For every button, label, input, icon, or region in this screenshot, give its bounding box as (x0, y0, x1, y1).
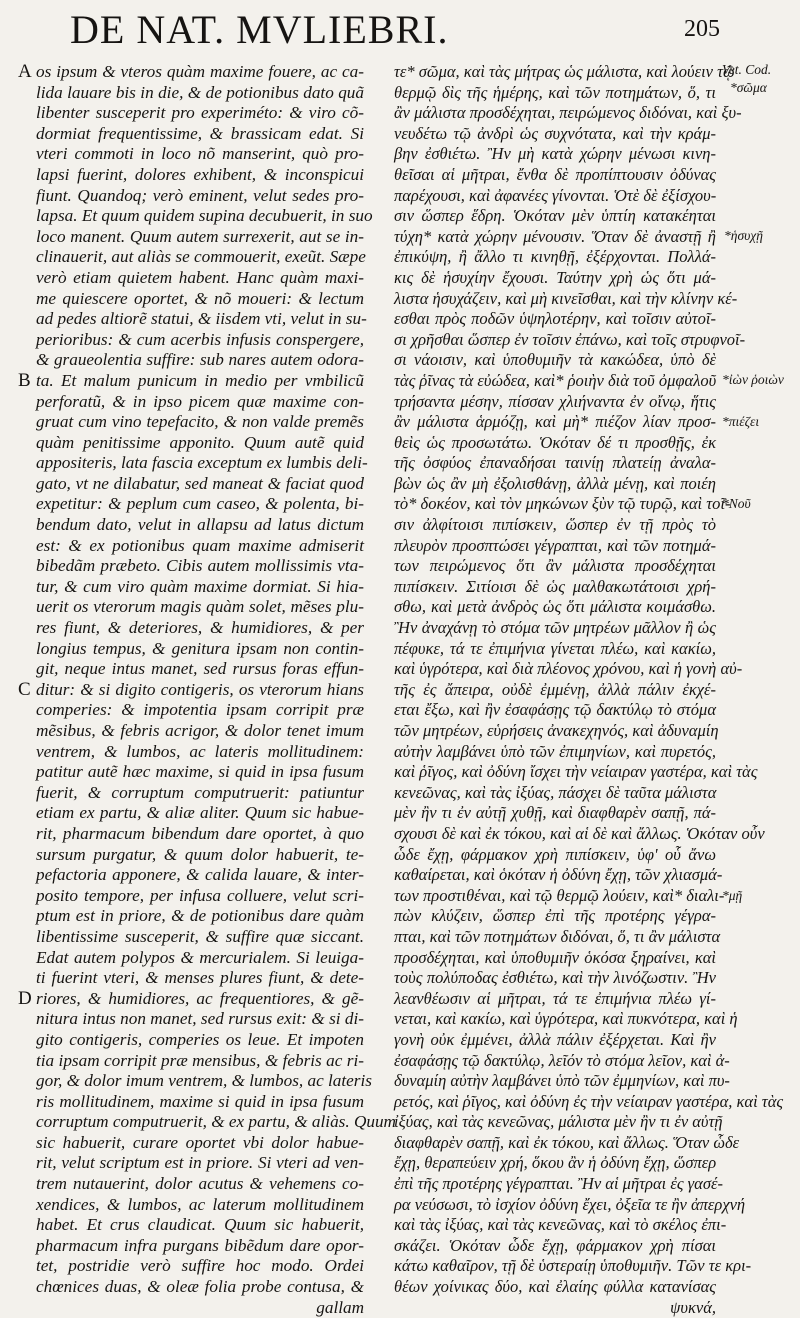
latin-text-line: lapsi fuerint, dolores exhibent, & inconspicui (36, 164, 364, 184)
latin-text-line: etiam ex partu, & aliæ aliter. Quum sic habue- (36, 803, 364, 823)
latin-text-line: & graueolentia suffire: sub nares autem odora- (36, 350, 364, 370)
latin-text-line: res fiunt, & deteriores, & humidiores, & per (36, 618, 364, 638)
greek-text-line: κενεῶνας, καὶ τὰς ἰξύας, πάσχει δὲ ταῦτα μάλιστα (394, 782, 717, 802)
latin-text-line: rit, velut scriptum est in priore. Si vteri ad ven- (36, 1153, 364, 1173)
greek-text-line: πὼν κλύζειν, ὥσπερ ἐπὶ τῆς προτέρης γέγρα- (394, 906, 716, 926)
greek-text-line: σι νάοισιν, καὶ ὑποθυμιῆν τὰ κακώδεα, ὑπὸ δὲ (394, 350, 716, 370)
greek-text-line: Ἢν ἀναχάνῃ τὸ στόμα τῶν μητρέων μᾶλλον ἢ ὡς (394, 618, 716, 638)
greek-text-line: δυναμίη αὐτὴν λαμβάνει ὑπὸ τῶν ἐμμηνίων, καὶ πυ- (394, 1071, 730, 1091)
latin-text-line: mẽsibus, & febris acrigor, & dolor tenet imum (36, 721, 364, 740)
latin-text-line: gor, & dolor imum ventrem, & lumbos, ac lateris (36, 1071, 372, 1091)
greek-text-line: μὲν ἢν τι ἐν αὐτῇ χυθῇ, καὶ διαφθαρὲν σαπῇ, πά- (394, 803, 716, 823)
latin-text-line: riores, & humidiores, ac frequentiores, & gẽ- (36, 988, 364, 1008)
latin-text-line: comperies: & impotentia ipsam corripit præ (36, 700, 364, 720)
latin-text-line: ti fuerint vteri, & menses plures fiunt, & dete- (36, 968, 364, 988)
latin-text-line: vteri commoti in loco nõ manserint, quò pro- (36, 144, 364, 164)
greek-text-line: καὶ τὰς ἰξύας, καὶ τὰς κενεῶνας, καὶ τὸ σκέλος ἐπι- (394, 1215, 727, 1235)
greek-text-line: των προστιθέναι, καὶ τῷ θερμῷ λούειν, καὶ* διαλι- (394, 885, 725, 905)
greek-text-line: τῆς ἐς ἄπειρα, οὐδὲ ἐμμένῃ, ἀλλὰ πάλιν ἐκχέ- (394, 679, 716, 699)
latin-text-line: patitur autẽ hæc maxime, si quid in ipsa fusum (36, 762, 364, 782)
latin-text-line: libentissime susceperit, & suffire quæ siccant. (36, 926, 364, 946)
greek-text-line: ἐπικύψη, ἢ ἄλλο τι κινηθῇ, ἐξέρχονται. Πολλά- (394, 247, 716, 267)
greek-text-line: ρετός, καὶ ῥῖγος, καὶ ὀδύνη ἐς τὴν νείαιραν γαστέρα, καὶ τὰς (394, 1091, 784, 1111)
greek-text-line: σιν ἀλφίτοισι πιπίσκειν, ὥσπερ ἐν τῇ πρὸς τὸ (394, 515, 716, 535)
greek-text-line: τύχη* κατὰ χώρην μένουσιν. Ὅταν δὲ ἀναστῇ ἢ (394, 226, 716, 246)
greek-text-line: ἐπὶ τῆς προτέρης γέγραπται. Ἢν αἱ μῆτραι ἐς γασέ- (394, 1174, 723, 1194)
greek-text-line: σθω, καὶ μετὰ ἀνδρὸς ὡς ὅτι μάλιστα κοιμάσθω. (394, 597, 716, 617)
greek-text-line: θερμῷ δὶς τῆς ἡμέρης, καὶ τῶν ποτημάτων, ὅ, τι (394, 82, 716, 102)
latin-text-line: dormiat frequentissime, & brassicam edat. Si (36, 123, 364, 143)
latin-text-line: posito tempore, per infusa colluere, velut scri- (36, 885, 364, 905)
greek-text-line: τὸ* δοκέον, καὶ τὸν μηκώνων ξὺν τῷ τυρῷ, καὶ τοῖ- (394, 494, 731, 514)
page-number: 205 (684, 16, 720, 42)
margin-letter-b: B (18, 370, 31, 391)
greek-text-line: σκάζει. Ὁκόταν ὧδε ἔχῃ, φάρμακον χρὴ πίσαι (394, 1235, 716, 1255)
latin-text-line: corruptum computruerit, & ex partu, & aliàs. Quum (36, 1112, 396, 1132)
greek-text-line: εται ἔξω, καὶ ἢν ἐσαφάσῃς τῷ δακτύλῳ τὸ στόμα (394, 700, 716, 720)
latin-text-line: appositeris, lata fascia exceptum ex lumbis deli- (36, 453, 368, 473)
latin-text-line: trem nutauerint, dolor acutus & vehemens co- (36, 1174, 364, 1194)
greek-text-line: πέφυκε, τά τε ἐπιμήνια γίνεται πλέω, καὶ κακίω, (394, 638, 716, 658)
greek-text-line: πται, καὶ τῶν ποτημάτων διδόναι, ὅ, τι ἂν μάλιστα (394, 926, 721, 946)
latin-text-line: gito contigeris, comperies os leue. Et impoten (36, 1029, 364, 1049)
greek-text-line: τῆς ὀσφύος ἐπαναδήσαι ταινίῃ πλατείῃ ἀναλα- (394, 453, 716, 473)
greek-text-line: προσδέχηται, καὶ ὑποθυμιῆν ὁκόσα ξηραίνει, καὶ (394, 947, 716, 967)
latin-text-line: bibedãm præbeto. Cibis autem mollissimis vta- (36, 556, 364, 576)
greek-text-line: ὧδε ἔχῃ, φάρμακον χρὴ πιπίσκειν, ὑφ' οὗ ἄνω (394, 844, 716, 864)
greek-text-line: πιπίσκειν. Σιτίοισι δὲ ὡς μαλθακωτάτοισι χρή- (394, 576, 716, 596)
latin-text-line: ditur: & si digito contigeris, os vterorum hians (36, 679, 364, 699)
latin-text-line: perforatũ, & in ipso picem quæ maxime con- (36, 391, 364, 411)
latin-text-line: me quiescere oportet, & nõ moueri: & lectum (36, 288, 364, 308)
greek-text-line: πλευρὸν προσπτώσει γέγραπται, καὶ τῶν ποτημά- (394, 535, 716, 555)
latin-text-line: libenter susceperit pro experiméto: & viro cõ- (36, 103, 364, 123)
latin-text-line: sic habuerit, curare oportet vbi dolor habue- (36, 1132, 364, 1152)
latin-text-line: rit, pharmacum bibendum dare oportet, à quo (36, 823, 364, 843)
latin-text-line: habet. Et crus claudicat. Quum sic habuerit, (36, 1215, 364, 1235)
latin-text-line: gruat cum vino tepefacito, & non valde premẽs (36, 412, 364, 432)
latin-text-line: longius tempus, & genitura ipsam non contin- (36, 638, 364, 658)
latin-text-line: perioribus: & cum acerbis infusis conspergere, (36, 329, 364, 349)
greek-text-line: καὶ ῥῖγος, καὶ ὀδύνη ἴσχει τὴν νείαιραν γαστέρα, καὶ τὰς (394, 762, 758, 782)
margin-letter-a: A (18, 61, 32, 82)
latin-text-line: est: & ex potionibus quam maxime admiserit (36, 535, 364, 555)
latin-text-line: gallam (316, 1297, 364, 1317)
latin-text-line: Edat autem polypos & mercurialem. Si leuiga- (36, 947, 364, 967)
greek-text-line: τὰς ῥῖνας τὰ εὐώδεα, καὶ* ῥοιὴν διὰ τοῦ ὀμφαλοῦ (394, 370, 717, 390)
greek-text-line: ἔχῃ, θεραπεύειν χρή, ὅκου ἂν ἡ ὀδύνη ἔχῃ, ὥσπερ (394, 1153, 717, 1173)
margin-note-hesychie: *ἡσυχῇ (724, 228, 763, 243)
greek-text-line: θεῖσαι αἱ μῆτραι, ἔνθα δὲ προπίπτουσιν ὀδύνας (394, 164, 716, 184)
latin-text-line: sursum purgatur, & quum dolor habuerit, te- (36, 844, 364, 864)
greek-text-line: θέων χοίνικας δύο, καὶ ἐλαίης φύλλα κατανίσας (394, 1277, 716, 1297)
margin-letter-c: C (18, 679, 31, 700)
margin-note-nou: *Νοῦ (722, 496, 751, 511)
greek-text-line: βην ἐσθιέτω. Ἢν μὴ κατὰ χώρην μένωσι κινη- (394, 144, 716, 164)
latin-text-line: ptum est in priore, & de potionibus dare quàm (36, 906, 364, 926)
greek-text-line: ἰξύας, καὶ τὰς κενεῶνας, μάλιστα μὲν ἢν τι ἐν αὐτῇ (394, 1112, 723, 1132)
latin-text-line: nitura intus non manet, sed rursus exit: & si di- (36, 1009, 364, 1029)
greek-text-line: αὐτὴν λαμβάνει ὑπὸ τῶν ἐπιμηνίων, καὶ πυρετός, (394, 741, 716, 761)
margin-note-mu: *μῇ (722, 888, 743, 903)
latin-text-line: gato, vt ne dilabatur, sed maneat & faciat quod (36, 473, 364, 493)
latin-text-line: verò etiam quietem habent. Hanc quàm maxi- (36, 267, 364, 287)
greek-text-line: γονὴ οὐκ ἐμμένει, ἀλλὰ πάλιν ἐξέρχεται. Καὶ ἢν (394, 1029, 716, 1049)
greek-text-line: τῶν μητρέων, εὑρήσεις ἀνακεχηνός, καὶ ἀδυναμίη (394, 721, 719, 740)
latin-text-line: ris mollitudinem, maxime si quid in ipsa fusum (36, 1091, 364, 1111)
latin-text-line: bendum dato, velut in allapsu ad latus dictum (36, 515, 364, 535)
greek-text-line: σιν ὥσπερ ἕδρη. Ὁκόταν μὲν ὑπτίη κατακέηται (394, 206, 716, 226)
latin-text-line: os ipsum & vteros quàm maxime fouere, ac ca- (36, 62, 364, 81)
greek-text-line: θεὶς ὡς προσωτάτω. Ὁκόταν δέ τι προσθῇς, ἐκ (394, 432, 716, 452)
greek-text-line: των πειρώμενος ὅτι ἂν μάλιστα προσδέχηται (394, 556, 716, 576)
greek-text-line: νευδέτω τῷ ἀνδρὶ ὡς συχνότατα, καὶ τὴν κράμ- (394, 123, 716, 143)
greek-text-line: καθαίρεται, καὶ ὁκόταν ἡ ὀδύνη ἔχῃ, τῶν χλιασμά- (394, 865, 723, 885)
latin-text-line: fuerit, & corruptum computruerit: patiuntur (36, 782, 364, 802)
margin-note-piezes: *πιέζει (722, 414, 760, 429)
greek-text-line: τρήσαντα μέσην, πίσσαν χλιήναντα ἐν οἴνῳ, ἥτις (394, 391, 716, 411)
greek-text-line: καὶ ὑγρότερα, καὶ διὰ πλέονος χρόνου, καὶ ἡ γονὴ αὐ- (394, 659, 743, 679)
greek-text-line: τε* σῶμα, καὶ τὰς μήτρας ὡς μάλιστα, καὶ λούειν τῷ (394, 62, 735, 81)
greek-text-line: διαφθαρὲν σαπῇ, καὶ ἐκ τόκου, καὶ ἄλλως. Ὅταν ὧδε (394, 1132, 740, 1152)
greek-text-line: ἂν μάλιστα ἁρμόζῃ, καὶ μὴ* πιέζον λίαν προσ- (394, 412, 716, 432)
greek-text-line: βὼν ὡς ἂν μὴ ἐξολισθάνῃ, ἀλλὰ μένῃ, καὶ ποιέη (394, 473, 716, 493)
latin-text-line: tet, postridie verò suffire hoc modo. Ordei (36, 1256, 364, 1276)
latin-text-line: fiunt. Quandoq; verò eminent, velut sedes pro- (36, 185, 364, 205)
latin-text-line: ad pedes altiorẽ statui, & iisdem vti, velut in su- (36, 309, 367, 329)
greek-text-line: σχουσι δὲ καὶ ἐκ τόκου, καὶ αἱ δὲ καὶ ἄλλως. Ὁκόταν οὖν (394, 823, 765, 843)
page-header (70, 6, 720, 56)
latin-text-line: uerit os vterorum magis quàm solet, mẽses plu- (36, 597, 364, 617)
greek-text-line: ἂν μάλιστα προσδέχηται, πειρώμενος διδόναι, καὶ ξυ- (394, 103, 742, 123)
greek-text-line: παρέχουσι, καὶ ἀφανέες γίνονται. Ὁτὲ δὲ ἐξίσχου- (394, 185, 717, 205)
greek-text-line: σι χρῆσθαι ὥσπερ ἐν τοῖσιν ἐπάνω, καὶ τοῖς στρυφνοῖ- (394, 329, 746, 349)
greek-text-line: τοὺς πολύποδας ἐσθιέτω, καὶ τὴν λινόζωστιν. Ἢν (394, 968, 716, 988)
greek-text-line: κάτω καθαῖρον, τῇ δὲ ὑστεραίῃ ὑποθυμιῆν. Τῶν τε κρι- (394, 1256, 752, 1276)
margin-note-soma: *σῶμα (730, 80, 767, 95)
greek-text-line: ἐσαφάσῃς τῷ δακτύλῳ, λεῖόν τὸ στόμα λεῖον, καὶ ἀ- (394, 1050, 730, 1070)
margin-letter-d: D (18, 988, 32, 1009)
margin-note-vet-cod: Vet. Cod. (722, 62, 772, 77)
latin-text-line: ta. Et malum punicum in medio per vmbilicũ (36, 370, 364, 390)
latin-text-line: pefactoria apponere, & calida lauare, & inter- (36, 865, 364, 885)
latin-text-line: tia ipsam corripit præ mensibus, & febris ac ri- (36, 1050, 364, 1070)
latin-text-line: tur, & cum viro quàm maxime dormiat. Si hia- (36, 576, 364, 596)
latin-text-line: xendices, & lumbos, ac laterum mollitudinem (36, 1194, 364, 1214)
latin-text-line: expetitur: & peplum cum caseo, & polenta, bi- (36, 494, 364, 514)
latin-text-line: clinauerit, aut aliàs se commouerit, exeũt. Sæpe (36, 247, 366, 267)
greek-text-line: εσθαι πρὸς ποδῶν ὑψηλοτέρην, καὶ τοῖσιν αὐτοῖ- (394, 309, 716, 329)
latin-text-line: loco manent. Quum autem surrexerit, aut se in- (36, 226, 364, 246)
margin-note-ion-roion: *ἰὼν ῥοιὼν (722, 372, 784, 387)
running-title: DE NAT. MVLIEBRI. (70, 7, 449, 52)
latin-text-line: lapsa. Et quum quidem supina decubuerit, in suo (36, 206, 373, 226)
latin-text-line: ventrem, & lumbos, ac lateris mollitudinem: (36, 741, 364, 761)
latin-column (36, 62, 396, 1317)
greek-text-line: ρα νεύσωσι, τὸ ἰσχίον ὀδύνη ἔχει, ὀξεῖα τε ἢν ἀπερχνή (394, 1194, 746, 1214)
latin-text-line: pharmacum infra purgans bibẽdum dare opor- (36, 1235, 364, 1255)
greek-text-line: λεανθέωσιν αἱ μῆτραι, τά τε ἐπιμήνια πλέω γί- (394, 988, 716, 1008)
latin-text-line: git, neque intus manet, sed rursus foras effun- (36, 659, 364, 679)
greek-text-line: λιστα ἡσυχάζειν, καὶ μὴ κινεῖσθαι, καὶ τὴν κλίνην κέ- (394, 288, 738, 308)
greek-text-line: ψυκνά, (670, 1297, 716, 1317)
greek-text-line: νεται, καὶ κακίω, καὶ ὑγρότερα, καὶ πυκνότερα, καὶ ἡ (394, 1009, 738, 1029)
latin-text-line: lida lauare bis in die, & de potionibus dato quã (36, 82, 364, 102)
latin-text-line: chœnices duas, & oleæ folia probe contusa, & (36, 1277, 364, 1297)
latin-text-line: quàm penitissime apponito. Quum autẽ quid (36, 432, 364, 452)
greek-text-line: κις δὲ ἡσυχίην ἔχουσι. Ταύτην χρὴ ὡς ὅτι μά- (394, 267, 716, 287)
